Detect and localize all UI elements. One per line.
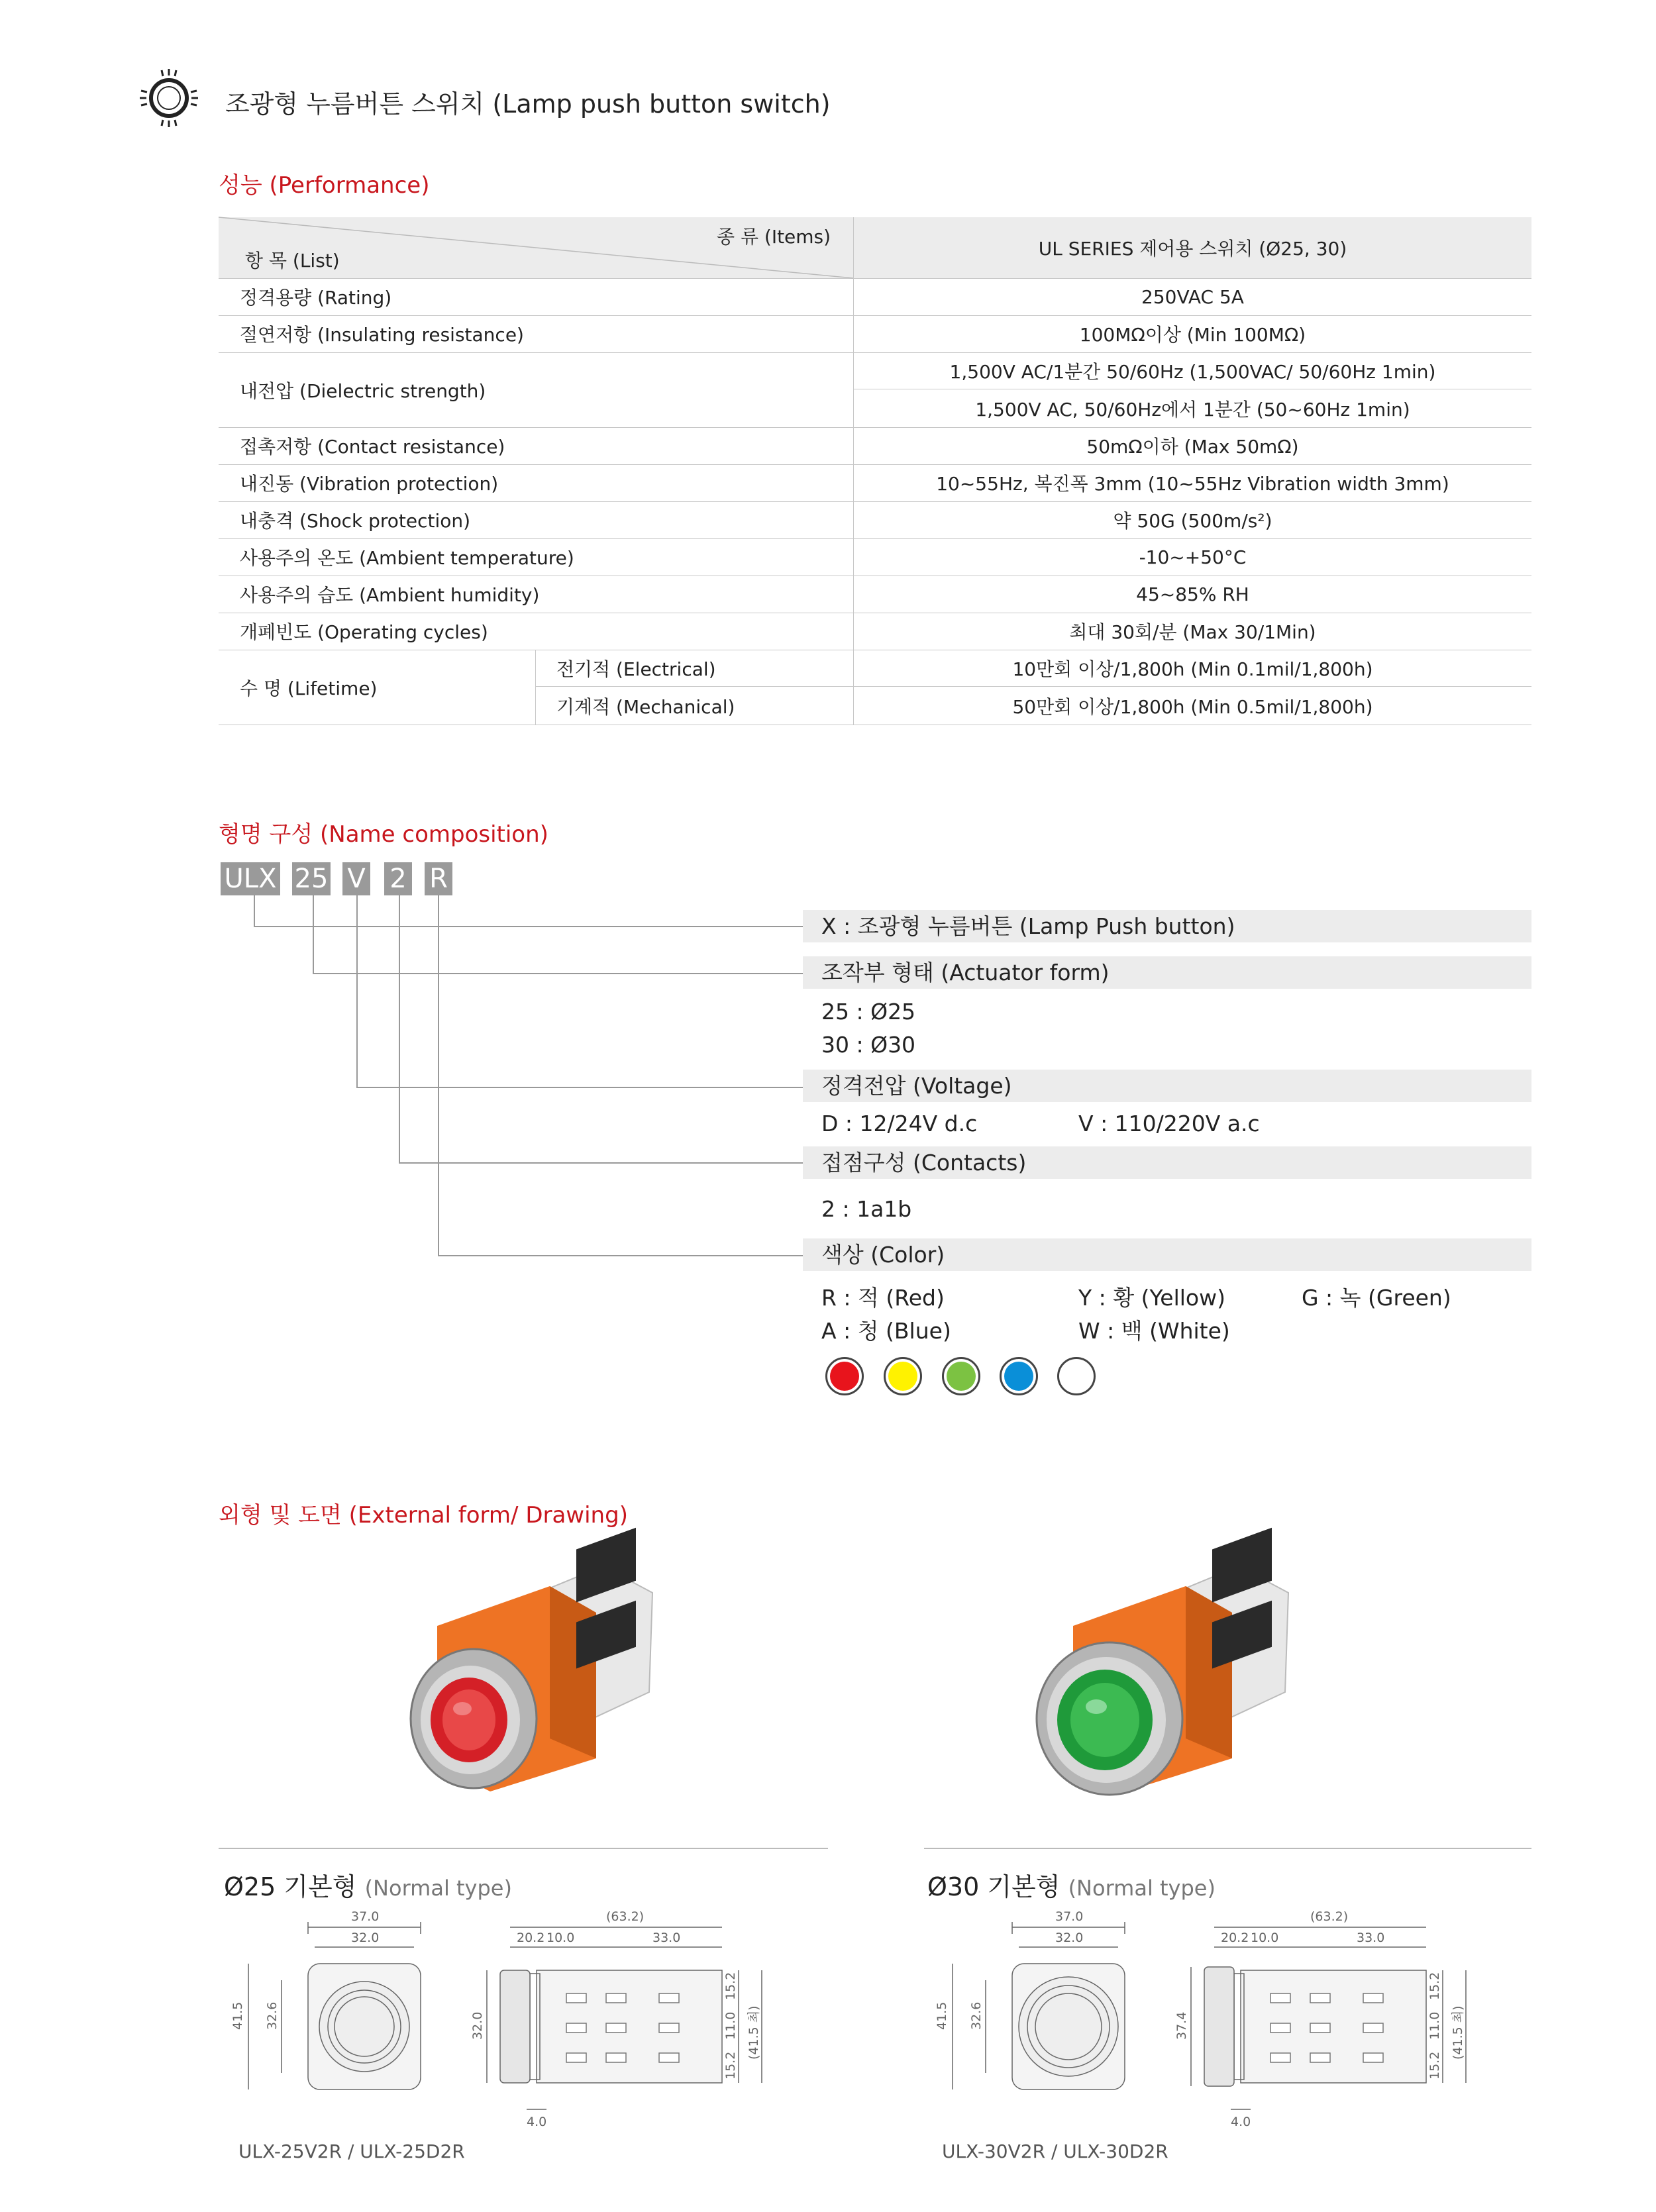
voltage-label: 정격전압 (Voltage) [803, 1070, 1531, 1102]
code-color: R [425, 862, 452, 895]
color-opt: A : 청 (Blue) [821, 1318, 951, 1344]
connector-line [356, 1087, 803, 1088]
connector-line [254, 895, 255, 927]
dim-label: (41.5 최) [747, 2005, 761, 2060]
type-title-25 [224, 1866, 512, 1903]
dim-label: (63.2) [606, 1909, 645, 1924]
lamp-logo-icon [137, 66, 201, 130]
code-series: ULX [221, 862, 280, 895]
row-value: 50만회 이상/1,800h (Min 0.5mil/1,800h) [853, 687, 1531, 725]
type-title-text: Ø25 기본형 [224, 1872, 357, 1901]
header-value: UL SERIES 제어용 스위치 (Ø25, 30) [853, 217, 1531, 278]
type-subtitle: (Normal type) [364, 1876, 512, 1901]
row-value: 45~85% RH [853, 576, 1531, 613]
swatch-yellow [884, 1357, 922, 1395]
connector-line [438, 1255, 803, 1256]
row-label: 내충격 (Shock protection) [240, 510, 471, 532]
table-row [219, 315, 1531, 353]
dim-label: 37.4 [1174, 2011, 1189, 2040]
dim-label: 11.0 [1427, 2011, 1442, 2040]
color-opt: R : 적 (Red) [821, 1285, 945, 1311]
connector-line [254, 926, 803, 927]
table-row [219, 613, 1531, 650]
row-sublabel: 전기적 (Electrical) [535, 650, 853, 687]
color-opt: W : 백 (White) [1078, 1318, 1230, 1344]
dim-label: 10.0 [546, 1931, 575, 1945]
external-title: 외형 및 도면 (External form/ Drawing) [219, 1502, 628, 1529]
table-row [219, 427, 1531, 465]
connector-line [438, 895, 439, 1256]
dim-label: (63.2) [1310, 1909, 1349, 1924]
table-row [219, 464, 1531, 502]
table-header [219, 217, 1531, 279]
dim-label: 32.0 [470, 2011, 485, 2040]
row-value: 10~55Hz, 복진폭 3mm (10~55Hz Vibration width 3mm) [853, 464, 1531, 501]
swatch-green [942, 1357, 980, 1395]
row-label: 사용주의 습도 (Ambient humidity) [240, 584, 540, 606]
dim-label: 32.0 [351, 1931, 380, 1945]
actuator-opt: 25 : Ø25 [821, 999, 916, 1025]
color-label: 색상 (Color) [803, 1238, 1531, 1271]
row-value: 최대 30회/분 (Max 30/1Min) [853, 613, 1531, 650]
row-label: 내진동 (Vibration protection) [240, 473, 499, 495]
row-value: 50mΩ이하 (Max 50mΩ) [853, 427, 1531, 464]
dim-label: 20.2 [517, 1931, 545, 1945]
header-items: 종 류 (Items) [717, 226, 831, 248]
connector-line [399, 1162, 803, 1164]
swatch-white [1057, 1357, 1096, 1395]
contacts-label: 접점구성 (Contacts) [803, 1146, 1531, 1179]
row-value: 약 50G (500m/s²) [853, 501, 1531, 538]
dim-label: 32.0 [1055, 1931, 1084, 1945]
dim-label: 33.0 [652, 1931, 681, 1945]
dim-label: 41.5 [231, 2001, 245, 2030]
row-label: 개폐빈도 (Operating cycles) [240, 621, 488, 643]
x-label: X : 조광형 누름버튼 (Lamp Push button) [803, 910, 1531, 942]
dim-label: 33.0 [1357, 1931, 1385, 1945]
type-title-30 [927, 1866, 1216, 1903]
color-opt: G : 녹 (Green) [1302, 1285, 1451, 1311]
row-label: 절연저항 (Insulating resistance) [240, 324, 524, 346]
connector-line [313, 973, 803, 974]
dim-label: 15.2 [1427, 2051, 1442, 2080]
dim-label: 32.6 [969, 2001, 984, 2030]
connector-line [356, 895, 358, 1088]
dim-label: 15.2 [723, 2051, 738, 2080]
model-label-25: ULX-25V2R / ULX-25D2R [238, 2140, 465, 2162]
name-composition-title: 형명 구성 (Name composition) [219, 821, 548, 848]
row-value: 100MΩ이상 (Min 100MΩ) [853, 315, 1531, 352]
model-label-30: ULX-30V2R / ULX-30D2R [942, 2140, 1168, 2162]
swatch-red [825, 1357, 864, 1395]
table-row [219, 576, 1531, 613]
product-photo-green [1020, 1540, 1312, 1805]
dim-label: 15.2 [1427, 1972, 1442, 2000]
dim-label: 11.0 [723, 2011, 738, 2040]
header-list: 항 목 (List) [245, 250, 340, 272]
contacts-opt: 2 : 1a1b [821, 1196, 912, 1222]
table-row [219, 538, 1531, 576]
color-opt: Y : 황 (Yellow) [1078, 1285, 1225, 1311]
voltage-opt: V : 110/220V a.c [1078, 1111, 1260, 1136]
row-label: 접촉저항 (Contact resistance) [240, 436, 505, 458]
drawing-30 [935, 1907, 1469, 2133]
table-row [219, 501, 1531, 539]
row-sublabel: 기계적 (Mechanical) [556, 695, 735, 718]
table-row [219, 650, 1531, 725]
performance-title: 성능 (Performance) [219, 172, 430, 199]
drawing-25 [231, 1907, 765, 2133]
table-row [219, 278, 1531, 316]
code-voltage: V [342, 862, 370, 895]
connector-line [313, 895, 314, 974]
dim-label: 20.2 [1221, 1931, 1249, 1945]
dim-label: 4.0 [1231, 2115, 1251, 2129]
row-value: 250VAC 5A [853, 278, 1531, 315]
type-subtitle: (Normal type) [1068, 1876, 1216, 1901]
connector-line [399, 895, 400, 1164]
dim-label: 10.0 [1251, 1931, 1279, 1945]
code-size: 25 [292, 862, 331, 895]
row-value: 10만회 이상/1,800h (Min 0.1mil/1,800h) [853, 650, 1531, 687]
type-title-text: Ø30 기본형 [927, 1872, 1061, 1901]
dim-label: 15.2 [723, 1972, 738, 2000]
row-label: 정격용량 (Rating) [240, 287, 392, 309]
row-value: 1,500V AC/1분간 50/60Hz (1,500VAC/ 50/60Hz 1min) [853, 352, 1531, 389]
page-title: 조광형 누름버튼 스위치 (Lamp push button switch) [225, 89, 831, 119]
divider [924, 1848, 1531, 1849]
row-label: 내전압 (Dielectric strength) [240, 379, 486, 402]
dim-label: 4.0 [527, 2115, 547, 2129]
code-contacts: 2 [384, 862, 412, 895]
dim-label: 37.0 [1055, 1909, 1084, 1924]
dim-label: 37.0 [351, 1909, 380, 1924]
row-label: 수 명 (Lifetime) [240, 677, 378, 699]
row-value: 1,500V AC, 50/60Hz에서 1분간 (50~60Hz 1min) [853, 389, 1531, 427]
actuator-label: 조작부 형태 (Actuator form) [803, 956, 1531, 989]
row-label: 사용주의 온도 (Ambient temperature) [240, 547, 574, 569]
dim-label: (41.5 최) [1451, 2005, 1465, 2060]
swatch-blue [1000, 1357, 1038, 1395]
voltage-opt: D : 12/24V d.c [821, 1111, 978, 1136]
row-value: -10~+50°C [853, 538, 1531, 576]
table-row [219, 352, 1531, 428]
dim-label: 41.5 [935, 2001, 949, 2030]
divider [219, 1848, 828, 1849]
actuator-opt: 30 : Ø30 [821, 1032, 916, 1058]
product-photo-red [384, 1540, 676, 1805]
dim-label: 32.6 [265, 2001, 280, 2030]
